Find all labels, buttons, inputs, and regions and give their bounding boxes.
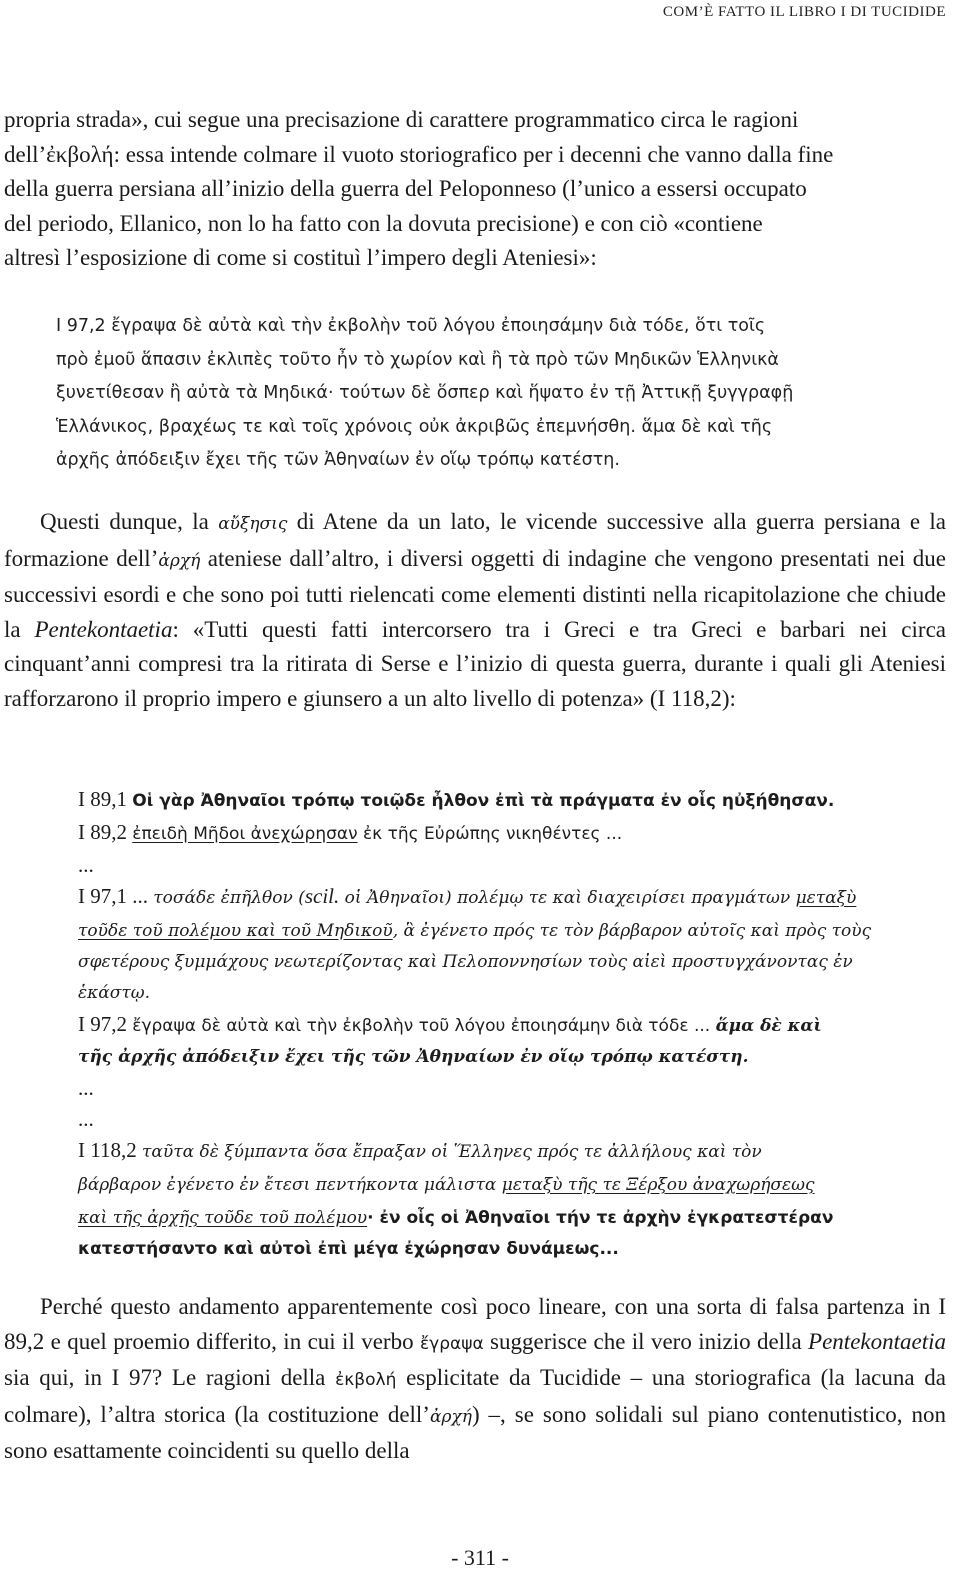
synopsis-line bbox=[78, 881, 940, 914]
synopsis-line: τῆς ἀρχῆς ἀπόδειξιν ἔχει τῆς τῶν Ἀθηναίων ἐν οἵῳ τρόπῳ κατέστη. bbox=[78, 1047, 749, 1067]
synopsis-line: κατεστήσαντο καὶ αὐτοὶ ἐπὶ μέγα ἐχώρησαν δυνάμεως... bbox=[78, 1239, 619, 1259]
synopsis-ellipsis: ... bbox=[78, 1076, 94, 1100]
synopsis-line bbox=[78, 914, 940, 947]
passage-synopsis bbox=[78, 784, 940, 1265]
passage-ref: I 89,2 bbox=[78, 820, 133, 844]
quote-line: ἀρχῆς ἀπόδειξιν ἔχει τῆς τῶν Ἀθηναίων ἐν οἵῳ τρόπῳ κατέστη. bbox=[56, 450, 620, 470]
greek-term: ἀρχή bbox=[429, 1406, 472, 1427]
text-run: suggerisce che il vero inizio della bbox=[483, 1328, 809, 1354]
greek-bold: · ἐν οἷς οἱ Ἀθηναῖοι τήν τε ἀρχὴν ἐγκρατεστέραν bbox=[367, 1208, 834, 1228]
greek-bold-italic: ἅμα δὲ καὶ bbox=[715, 1016, 822, 1036]
passage-ref: I 97,1 ... bbox=[78, 884, 154, 908]
synopsis-line bbox=[78, 1135, 940, 1168]
text-run: sia qui, in I 97? Le ragioni della bbox=[4, 1365, 336, 1390]
text-run: di Atene da un lato, le vicende successive alla guerra persiana e la formazione dell’ bbox=[4, 509, 947, 571]
text-line: altresì l’esposizione di come si costituì l’impero degli Ateniesi»: bbox=[4, 245, 597, 270]
text-run: : «Tutti questi fatti intercorsero tra i Greci e tra Greci e barbari nei circa cinquant’anni compresi tra la ritirata di Serse e l’inizio di questa guerra, durante i quali gli Ateniesi rafforzarono il proprio impero e giunsero a un alto livello di potenza» (I 118,2): bbox=[4, 616, 946, 711]
greek-italic: ταῦτα δὲ ξύμπαντα ὅσα ἔπραξαν οἱ Ἕλληνες πρός τε ἀλλήλους καὶ τὸν bbox=[141, 1142, 762, 1162]
text-run: esplicitate da Tucidide – una storiografica (la lacuna da colmare), l’altra storica (la costituzione dell’ bbox=[4, 1365, 946, 1427]
quote-line: I 97,2 ἔγραψα δὲ αὐτὰ καὶ τὴν ἐκβολὴν τοῦ λόγου ἐποιησάμην διὰ τόδε, ὅτι τοῖς bbox=[56, 316, 766, 336]
greek-term: ἔγραψα bbox=[419, 1333, 484, 1354]
greek-italic: βάρβαρον ἐγένετο ἐν ἔτεσι πεντήκοντα μάλιστα bbox=[78, 1175, 502, 1195]
greek-term: ἐκβολή bbox=[335, 1370, 397, 1390]
quote-line: πρὸ ἐμοῦ ἅπασιν ἐκλιπὲς τοῦτο ἦν τὸ χωρίον καὶ ἢ τὰ πρὸ τῶν Μηδικῶν Ἑλληνικὰ bbox=[56, 349, 779, 370]
greek-underlined: μεταξὺ τῆς τε Ξέρξου ἀναχωρήσεως bbox=[501, 1175, 815, 1195]
synopsis-line bbox=[78, 817, 940, 850]
synopsis-line bbox=[78, 1168, 940, 1201]
paragraph-questi-dunque bbox=[4, 505, 946, 716]
greek-italic: οἱ Ἀθηναῖοι) πολέμῳ τε καὶ διαχειρίσει πραγμάτων bbox=[339, 888, 796, 908]
synopsis-line bbox=[78, 1009, 940, 1042]
greek-italic: , ἃ ἐγένετο πρός τε τὸν βάρβαρον αὐτοῖς καὶ πρὸς τοὺς bbox=[392, 921, 872, 941]
passage-ref: I 97,2 bbox=[78, 1012, 133, 1036]
italic-term: Pentekontaetia bbox=[808, 1328, 946, 1354]
greek-underlined: τοῦδε τοῦ πολέμου καὶ τοῦ Μηδικοῦ bbox=[78, 921, 393, 941]
text-line: propria strada», cui segue una precisazione di carattere programmatico circa le ragioni bbox=[4, 107, 799, 132]
passage-ref: I 118,2 bbox=[78, 1138, 142, 1162]
greek-term: αὔξησις bbox=[218, 514, 288, 534]
greek-term: ἀρχή bbox=[158, 550, 201, 571]
greek-text: ἐκ τῆς Εὐρώπης νικηθέντες ... bbox=[357, 824, 623, 844]
paragraph-perche bbox=[4, 1290, 946, 1469]
quote-line: ξυνετίθεσαν ἢ αὐτὰ τὰ Μηδικά· τούτων δὲ ὅσπερ καὶ ἥψατο ἐν τῇ Ἀττικῇ ξυγγραφῇ bbox=[56, 383, 794, 403]
greek-bold: Οἱ γὰρ Ἀθηναῖοι τρόπῳ τοιῷδε ἦλθον ἐπὶ τὰ πράγματα ἐν οἷς ηὐξήθησαν. bbox=[132, 791, 835, 811]
text-line: dell’ἐκβολή: essa intende colmare il vuoto storiografico per i decenni che vanno dalla fine bbox=[4, 141, 834, 167]
synopsis-line: ἑκάστῳ. bbox=[78, 983, 151, 1003]
italic-term: Pentekontaetia bbox=[34, 616, 173, 642]
passage-ref: I 89,1 bbox=[78, 787, 133, 811]
synopsis-line bbox=[78, 1201, 940, 1234]
scil-abbrev: scil. bbox=[304, 884, 340, 908]
synopsis-line bbox=[78, 784, 940, 817]
greek-underlined: ἐπειδὴ Μῆδοι ἀνεχώρησαν bbox=[132, 824, 358, 844]
text-run: Questi dunque, la bbox=[40, 509, 219, 534]
greek-underlined: μεταξὺ bbox=[795, 888, 857, 908]
synopsis-ellipsis: ... bbox=[78, 1107, 94, 1131]
text-run: Perché questo andamento apparentemente così poco lineare, con una sorta di falsa partenza in I 89,2 e quel proemio differito, in cui il verbo bbox=[4, 1294, 946, 1354]
paragraph-intro bbox=[4, 103, 946, 276]
synopsis-ellipsis: ... bbox=[78, 853, 94, 877]
text-line: del periodo, Ellanico, non lo ha fatto con la dovuta precisione) e con ciò «contiene bbox=[4, 210, 763, 236]
text-line: della guerra persiana all’inizio della guerra del Peloponneso (l’unico a essersi occupato bbox=[4, 176, 807, 201]
text-run: ) –, se sono solidali sul piano contenutistico, non sono esattamente coincidenti su quello della bbox=[4, 1401, 946, 1463]
greek-underlined: καὶ τῆς ἀρχῆς τοῦδε τοῦ πολέμου bbox=[78, 1208, 368, 1228]
page-number: - 311 - bbox=[451, 1545, 509, 1570]
running-head: COM’È FATTO IL LIBRO I DI TUCIDIDE bbox=[662, 4, 946, 20]
greek-text: ἔγραψα δὲ αὐτὰ καὶ τὴν ἐκβολὴν τοῦ λόγου ἐποιησάμην διὰ τόδε ... bbox=[132, 1016, 716, 1036]
quote-line: Ἑλλάνικος, βραχέως τε καὶ τοῖς χρόνοις οὐκ ἀκριβῶς ἐπεμνήσθη. ἅμα δὲ καὶ τῆς bbox=[56, 416, 773, 437]
greek-block-quote bbox=[56, 310, 936, 478]
text-run: ateniese dall’altro, i diversi oggetti di indagine che vengono presentati nei due successivi esordi e che sono poi tutti rielencati come elementi distinti nella ricapitolazione che chiude la bbox=[4, 545, 947, 642]
synopsis-line: σφετέρους ξυμμάχους νεωτερίζοντας καὶ Πελοποννησίων τοὺς αἰεὶ προστυγχάνοντας ἐν bbox=[78, 952, 853, 972]
greek-italic: τοσάδε ἐπῆλθον ( bbox=[153, 888, 305, 908]
